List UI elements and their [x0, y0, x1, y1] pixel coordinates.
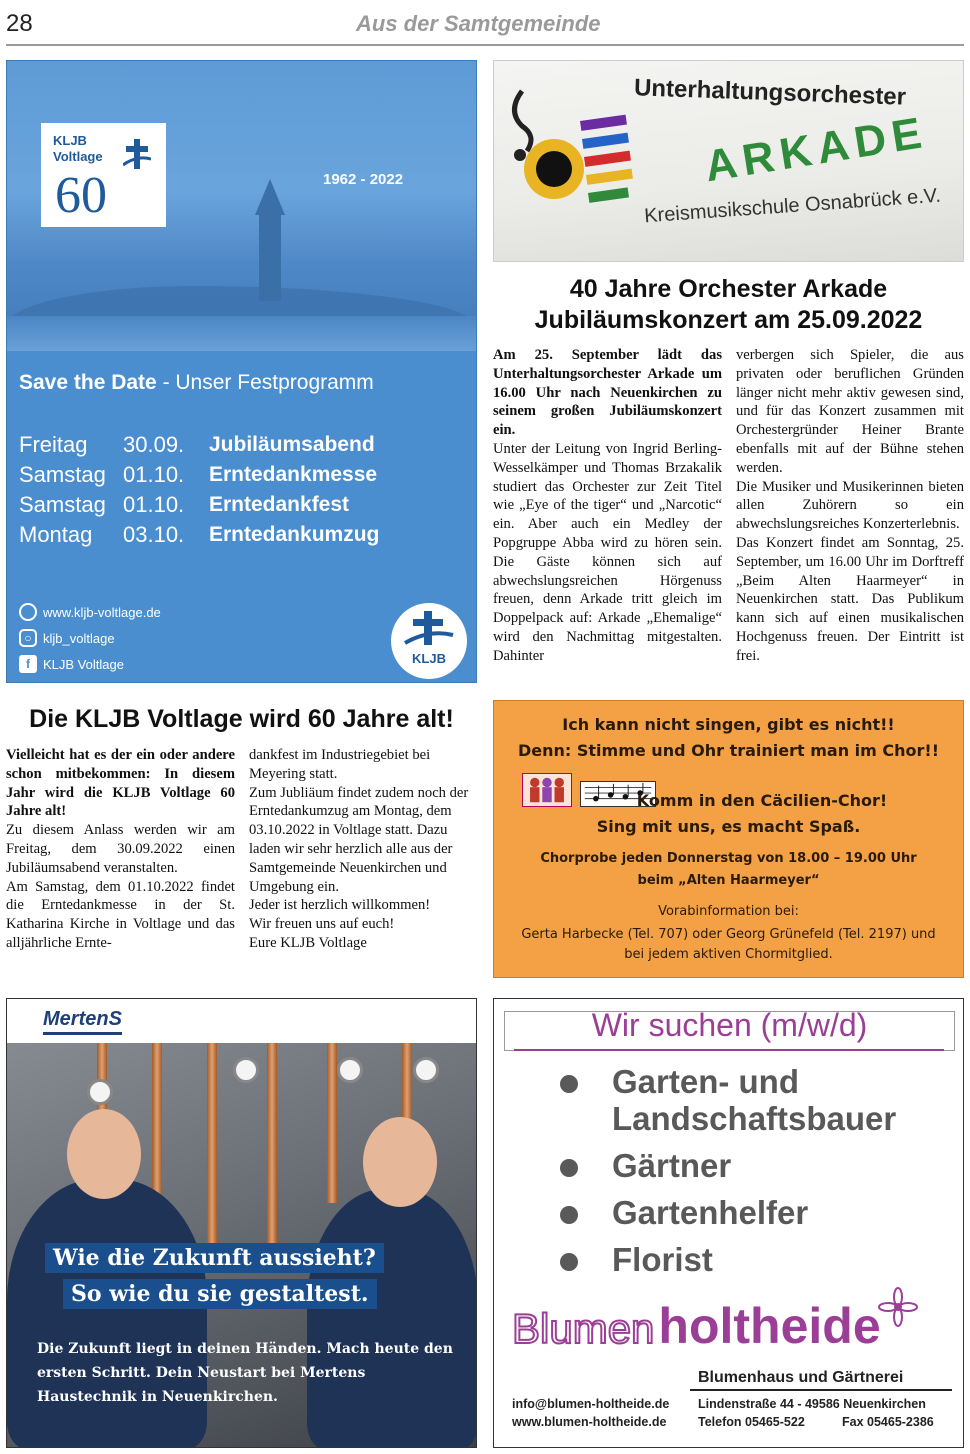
mertens-copy: Die Zukunft liegt in deinen Händen. Mach heute den ersten Schritt. Dein Neustart bei Mertens Haustechnik in Neuenkirchen.: [37, 1341, 453, 1405]
banner-school: Kreismusikschule Osnabrück e.V.: [643, 184, 942, 228]
program-day: Samstag: [19, 462, 106, 487]
program-event: Erntedankmesse: [209, 463, 378, 486]
instagram-icon: ○: [19, 629, 37, 647]
singers-icon: [523, 774, 571, 806]
technician-head: [363, 1117, 437, 1207]
instagram-text: kljb_voltlage: [43, 630, 115, 646]
kljb-headline: Die KLJB Voltlage wird 60 Jahre alt!: [29, 705, 454, 733]
program-row: [19, 490, 379, 520]
logo-holtheide: holtheide: [658, 1298, 881, 1354]
website-link[interactable]: www.blumen-holtheide.de: [512, 1415, 667, 1429]
instagram-contact[interactable]: [19, 625, 161, 651]
arkade-headline-line1: 40 Jahre Orchester Arkade: [569, 275, 888, 303]
pipe: [207, 1043, 217, 1243]
choir-ad: [493, 700, 964, 978]
program-day: Montag: [19, 522, 93, 547]
facebook-text: KLJB Voltlage: [43, 656, 124, 672]
arkade-paragraph: Unter der Leitung von Ingrid Berling-Wesselkämper und Thomas Brzakalik studiert das Orchester zur Zeit Titel wie „Eye of the tiger“ und „Narcotic“ ein. Aber auch ein Medley der Popgruppe Abba wird zu hören sein. Die Gäste können sich auf abwechslungsreichen Hörgenuss freuen, denn Arkade tritt gleich im Doppelpack auf: Arkade „Ehemalige“ wird den Nachmittag mitgestalten. Dahinter: [493, 440, 722, 664]
email-link[interactable]: info@blumen-holtheide.de: [512, 1397, 670, 1411]
save-the-date: [19, 371, 374, 395]
mertens-tagline-2: So wie du sie gestaltest.: [63, 1279, 377, 1309]
program-event: Jubiläumsabend: [209, 433, 375, 456]
job-item: Florist: [560, 1241, 900, 1278]
banner-subtitle: Unterhaltungsorchester: [633, 74, 907, 111]
kljb-paragraph: dankfest im Industriegebiet bei Meyering statt.: [249, 747, 431, 782]
subtitle-rule: [690, 1389, 952, 1391]
flower-icon: [878, 1287, 918, 1327]
kljb-anniversary-ad: [6, 60, 477, 683]
music-instrument-icon: [502, 81, 642, 221]
address: Lindenstraße 44 - 49586 Neuenkirchen: [698, 1397, 926, 1411]
page-number: 28: [6, 10, 33, 37]
kljb-paragraph: Jeder ist herzlich willkommen!: [249, 897, 431, 914]
program-day: Freitag: [19, 432, 88, 457]
choir-line: bei jedem aktiven Chormitglied.: [624, 947, 833, 962]
program-event: Erntedankumzug: [209, 523, 380, 546]
gauge-icon: [233, 1057, 259, 1083]
mertens-tagline-1: Wie die Zukunft aussieht?: [45, 1243, 384, 1273]
gauge-icon: [87, 1079, 113, 1105]
kljb-emblem-text: KLJB: [412, 651, 446, 666]
festival-program: [19, 430, 379, 550]
holtheide-subtitle: Blumenhaus und Gärtnerei: [698, 1369, 904, 1386]
logo-blumen: Blumen: [512, 1305, 655, 1352]
choir-line: beim „Alten Haarmeyer“: [637, 873, 820, 888]
program-row: [19, 520, 379, 550]
kljb-paragraph: Am Samstag, dem 01.10.2022 findet die Erntedankmesse in der St. Katharina Kirche in Voltlage und das alljährliche Ernte-: [6, 878, 235, 951]
arkade-column-2: [736, 346, 964, 666]
arkade-paragraph: Die Musiker und Musikerinnen bieten allen Zuhörern so ein abwechslungsreiches Konzerterlebnis.: [736, 478, 964, 533]
church-spire: [255, 179, 285, 215]
choir-line: Sing mit uns, es macht Spaß.: [596, 817, 861, 836]
holtheide-ad: [493, 998, 964, 1448]
fax: Fax 05465-2386: [842, 1415, 934, 1429]
job-title: Wir suchen (m/w/d): [591, 1007, 868, 1043]
save-the-date-bold: Save the Date: [19, 371, 157, 394]
phone: Telefon 05465-522: [698, 1415, 805, 1429]
section-title: Aus der Samtgemeinde: [356, 11, 601, 36]
program-event: Erntedankfest: [209, 493, 350, 516]
kljb-paragraph: Eure KLJB Voltlage: [249, 934, 367, 951]
pipe: [267, 1043, 277, 1263]
apprentice-head: [67, 1109, 141, 1199]
choir-line: Ich kann nicht singen, gibt es nicht!!: [562, 715, 895, 734]
holtheide-logo: [512, 1297, 881, 1355]
globe-icon: [19, 603, 37, 621]
field: [7, 316, 476, 351]
kljb-logo: [41, 123, 166, 227]
arkade-paragraph: Das Konzert findet am Sonntag, 25. September, um 16.00 Uhr im Dorftreff „Beim Alten Haarmeyer“ in Neuenkirchen statt. Das Publikum kann sich auf einen musikalischen Hochgenuss freuen. Der Eintritt ist frei.: [736, 534, 964, 664]
program-date: 30.09.: [123, 432, 185, 457]
kljb-emblem: [391, 603, 467, 679]
job-item: Gartenhelfer: [560, 1194, 900, 1231]
program-date: 03.10.: [123, 522, 185, 547]
program-row: [19, 460, 379, 490]
program-date: 01.10.: [123, 492, 185, 517]
program-date: 01.10.: [123, 462, 185, 487]
website-contact[interactable]: [19, 599, 161, 625]
gauge-icon: [337, 1057, 363, 1083]
arkade-paragraph: verbergen sich Spieler, die aus privaten oder beruflichen Gründen länger nicht mehr aktiv gewesen sind, und für das Konzert zusammen mit Orchestergründer Heiner Brante ebenfalls mit auf der Bühne stehen werden.: [736, 347, 964, 476]
choir-line: Gerta Harbecke (Tel. 707) oder Georg Grünefeld (Tel. 2197) und: [521, 927, 936, 942]
kljb-column-1: [6, 746, 235, 953]
kljb-paragraph: Zum Jubliäum findet zudem noch der Erntedankumzug am Montag, dem 03.10.2022 in Voltlage statt. Dazu laden wir sehr herzlich alle aus der Samtgemeinde Neuenkirchen und Umgebung ein.: [249, 784, 469, 895]
kljb-logo-text: KLJB Voltlage: [53, 133, 103, 164]
program-day: Samstag: [19, 492, 106, 517]
job-item: Gärtner: [560, 1147, 900, 1184]
anniversary-years: 1962 - 2022: [323, 171, 404, 188]
cross-icon: [391, 603, 467, 679]
choir-line: Komm in den Cäcilien-Chor!: [636, 791, 888, 810]
arkade-headline-line2: Jubiläumskonzert am 25.09.2022: [534, 306, 923, 334]
orchestra-banner-photo: [493, 60, 964, 262]
kljb-paragraph: Zu diesem Anlass werden wir am Freitag, dem 30.09.2022 einen Jubiläumsabend veranstalten.: [6, 822, 235, 876]
mertens-logo: MertenS: [43, 1008, 122, 1035]
title-rule: [514, 1049, 944, 1051]
facebook-icon: f: [19, 655, 37, 673]
kljb-contacts: [19, 599, 161, 677]
header-rule: [6, 44, 964, 46]
website-text: www.kljb-voltlage.de: [43, 604, 161, 620]
arkade-column-1: [493, 346, 722, 666]
gauge-icon: [413, 1057, 439, 1083]
church-tower: [259, 211, 281, 301]
job-list: [560, 1063, 900, 1288]
mertens-logo-bar: [7, 999, 476, 1043]
kljb-column-2: [249, 746, 477, 953]
save-the-date-rest: - Unser Festprogramm: [156, 371, 374, 394]
choir-line: Chorprobe jeden Donnerstag von 18.00 – 19.00 Uhr: [540, 851, 917, 866]
kljb-paragraph: Wir freuen uns auf euch!: [249, 916, 395, 933]
choir-line: Denn: Stimme und Ohr trainiert man im Chor!!: [518, 741, 939, 760]
pipe: [327, 1043, 337, 1203]
kljb-logo-number: 60: [55, 167, 107, 224]
technician-figure: [307, 1189, 477, 1448]
arkade-headline: [493, 274, 964, 336]
kljb-lead: Vielleicht hat es der ein oder andere schon mitbekommen: In diesem Jahr wird die KLJB Voltlage 60 Jahre alt!: [6, 747, 235, 820]
program-row: [19, 430, 379, 460]
choir-singers-icon: [522, 773, 572, 807]
banner-name: ARKADE: [701, 107, 931, 192]
job-item: Garten- und Landschaftsbauer: [560, 1063, 900, 1137]
facebook-contact[interactable]: [19, 651, 161, 677]
cross-icon: [123, 137, 151, 171]
mertens-ad: [6, 998, 477, 1448]
choir-line: Vorabinformation bei:: [658, 904, 799, 919]
arkade-lead: Am 25. September lädt das Unterhaltungsorchester Arkade um 16.00 Uhr nach Neuenkirchen zu seinem großen Jubiläumskonzert ein.: [493, 347, 722, 439]
